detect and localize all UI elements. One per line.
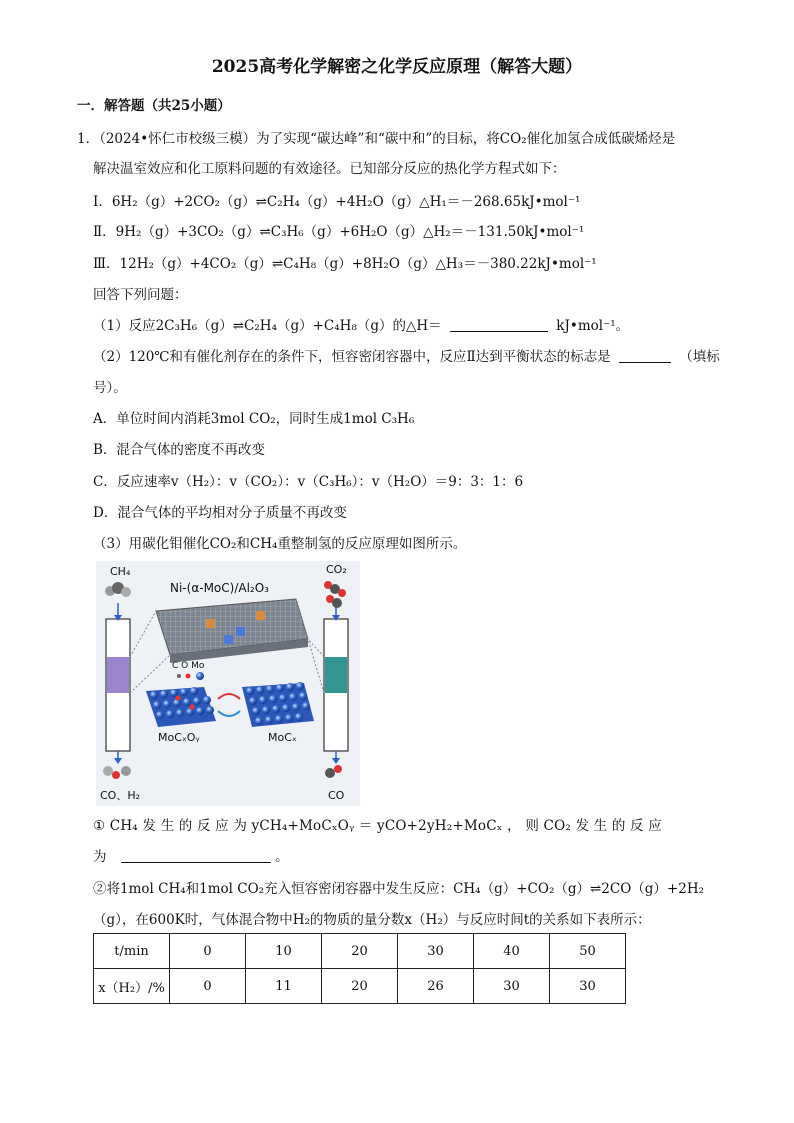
table-cell: 30 — [474, 969, 550, 1004]
table-cell: 30 — [550, 969, 626, 1004]
part2-suffix: （填标 — [679, 349, 720, 365]
equation-3: Ⅲ．12H₂（g）+4CO₂（g）⇌C₄H₈（g）+8H₂O（g）△H₃＝－380.22kJ•mol⁻¹ — [93, 256, 597, 272]
sub2-line1: ②将1mol CH₄和1mol CO₂充入恒容密闭容器中发生反应：CH₄（g）+CO₂（g）⇌2CO（g）+2H₂ — [93, 881, 705, 897]
period: 。 — [275, 849, 289, 865]
option-b: B．混合气体的密度不再改变 — [93, 442, 265, 458]
reaction-diagram — [96, 561, 360, 806]
answer-blank — [121, 848, 271, 863]
table-cell: 50 — [550, 934, 626, 969]
table-cell: 26 — [398, 969, 474, 1004]
table-cell: 11 — [246, 969, 322, 1004]
moco-lattice — [146, 687, 216, 727]
part1-text: （1）反应2C₃H₆（g）⇌C₂H₄（g）+C₄H₈（g）的△H＝ — [93, 318, 442, 334]
section-heading: 一．解答题（共25小题） — [77, 98, 231, 114]
table-cell: 0 — [170, 934, 246, 969]
prompt: 回答下列问题： — [93, 287, 188, 303]
sub1-line1: ① CH₄ 发 生 的 反 应 为 yCH₄+MoCₓOᵧ ＝ yCO+2yH₂+MoCₓ ， 则 CO₂ 发 生 的 反 应 — [93, 818, 662, 834]
table-cell: 40 — [474, 934, 550, 969]
q1-line2: 解决温室效应和化工原料问题的有效途径。已知部分反应的热化学方程式如下： — [93, 161, 566, 177]
option-c: C．反应速率v（H₂）：v（CO₂）：v（C₃H₆）：v（H₂O）＝9：3：1：6 — [93, 474, 524, 490]
table-row — [94, 934, 626, 969]
answer-blank — [450, 317, 548, 332]
answer-blank — [619, 348, 671, 363]
sub1-line2 — [93, 848, 289, 866]
co2-label: CO₂ — [326, 563, 347, 576]
moco-label: MoCₓOᵧ — [158, 731, 200, 744]
moc-lattice — [242, 682, 314, 727]
table-cell: x（H₂）/% — [94, 969, 170, 1004]
q1-line1: 1．（2024•怀仁市校级三模）为了实现“碳达峰”和“碳中和”的目标，将CO₂催化加氢合成低碳烯烃是 — [77, 131, 676, 147]
table-cell: t/min — [94, 934, 170, 969]
part2-line2: 号）。 — [93, 380, 127, 396]
option-d: D．混合气体的平均相对分子质量不再改变 — [93, 505, 347, 521]
table-cell: 10 — [246, 934, 322, 969]
catalyst-label: Ni-(α-MoC)/Al₂O₃ — [170, 581, 269, 595]
part1 — [93, 317, 629, 335]
table-cell: 20 — [322, 969, 398, 1004]
part1-unit: kJ•mol⁻¹。 — [556, 318, 630, 334]
page-title: 2025高考化学解密之化学反应原理（解答大题） — [211, 57, 583, 77]
ch4-label: CH₄ — [110, 565, 131, 578]
right-output-label: CO — [328, 789, 345, 802]
table-cell: 20 — [322, 934, 398, 969]
option-a: A．单位时间内消耗3mol CO₂，同时生成1mol C₃H₆ — [93, 411, 415, 427]
data-table — [93, 933, 626, 1004]
equation-2: Ⅱ．9H₂（g）+3CO₂（g）⇌C₃H₆（g）+6H₂O（g）△H₂＝－131.50kJ•mol⁻¹ — [93, 224, 585, 240]
table-cell: 30 — [398, 934, 474, 969]
moc-label: MoCₓ — [268, 731, 297, 744]
equation-1: Ⅰ．6H₂（g）+2CO₂（g）⇌C₂H₄（g）+4H₂O（g）△H₁＝－268.65kJ•mol⁻¹ — [93, 194, 581, 210]
atom-legend: C O Mo — [172, 661, 205, 671]
part2-text: （2）120℃和有催化剂存在的条件下，恒容密闭容器中，反应Ⅱ达到平衡状态的标志是 — [93, 349, 611, 365]
table-row — [94, 969, 626, 1004]
part2-line1 — [93, 348, 720, 366]
table-cell: 0 — [170, 969, 246, 1004]
sub1-prefix: 为 — [93, 849, 107, 865]
sub2-line2: （g），在600K时，气体混合物中H₂的物质的量分数x（H₂）与反应时间t的关系如下表所示： — [93, 912, 651, 928]
left-output-label: CO、H₂ — [100, 789, 141, 802]
part3: （3）用碳化钼催化CO₂和CH₄重整制氢的反应原理如图所示。 — [93, 536, 467, 552]
